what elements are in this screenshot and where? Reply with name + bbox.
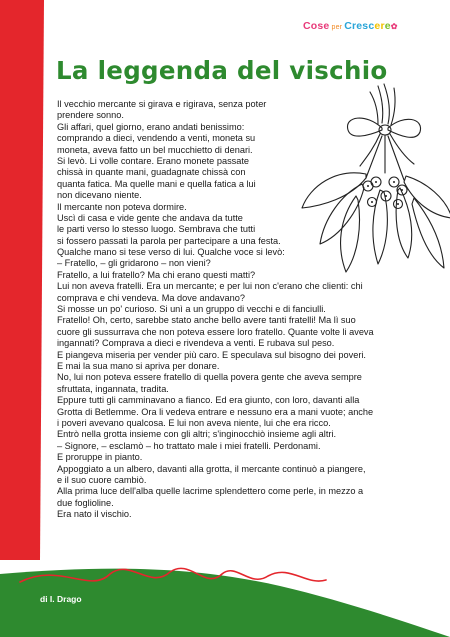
text-line: Era nato il vischio. xyxy=(57,509,132,520)
text-line: moneta, aveva fatto un bel mucchietto di denari. xyxy=(57,144,253,155)
text-line: Il mercante non poteva dormire. xyxy=(57,201,187,212)
text-line: Eppure tutti gli camminavano a fianco. Ed era giunto, con loro, davanti alla xyxy=(57,395,360,406)
text-line: E mai la sua mano si apriva per donare. xyxy=(57,360,220,371)
text-line: Uscì di casa e vide gente che andava da tutte xyxy=(57,212,243,223)
text-line: Fratello, a lui fratello? Ma chi erano questi matti? xyxy=(57,269,256,280)
text-line: prendere sonno. xyxy=(57,110,124,121)
text-line: Fratello! Oh, certo, sarebbe stato anche bello avere tanti fratelli! Ma lì suo xyxy=(57,315,356,326)
text-line: sfruttata, ingannata, tradita. xyxy=(57,383,169,394)
text-line: Lui non aveva fratelli. Era un mercante; e per lui non c'erano che clienti: chi xyxy=(57,281,363,292)
text-line: ingannati? Comprava a dieci e rivendeva a venti. E rubava sul peso. xyxy=(57,338,335,349)
text-line: due foglioline. xyxy=(57,497,114,508)
text-line: Grotta di Betlemme. Ora li vedeva entrare e nessuno era a mani vuote; anche xyxy=(57,406,374,417)
text-line: quanta fatica. Ma quelle mani e quella fatica a lui xyxy=(57,178,256,189)
text-line: Alla prima luce dell'alba quelle lacrime splendettero come perle, in mezzo a xyxy=(57,486,364,497)
text-line: E piangeva miseria per vender più caro. E speculava sul bisogno dei poveri. xyxy=(57,349,366,360)
text-line: Gli affari, quel giorno, erano andati benissimo: xyxy=(57,121,245,132)
text-line: le parti verso lo stesso luogo. Sembrava che tutti xyxy=(57,224,256,235)
text-line: Si levò. Li volle contare. Erano monete passate xyxy=(57,155,250,166)
text-line: cuore gli sussurrava che non poteva essere loro fratello. Quante volte li aveva xyxy=(57,326,374,337)
text-line: Qualche mano si tese verso di lui. Qualche voce si levò: xyxy=(57,247,285,258)
text-line: i poveri avevano qualcosa. E lui non aveva niente, lui che era ricco. xyxy=(57,417,331,428)
text-line: E proruppe in pianto. xyxy=(57,452,143,463)
logo: Cose per Crescere✿ xyxy=(303,20,398,32)
story-text xyxy=(57,99,447,520)
text-line: Entrò nella grotta insieme con gli altri; s'inginocchiò insieme agli altri. xyxy=(57,429,337,440)
text-line: Appoggiato a un albero, davanti alla grotta, il mercante continuò a piangere, xyxy=(57,463,366,474)
text-line: comprava e chi vendeva. Ma dove andavano? xyxy=(57,292,245,303)
text-line: – Fratello, – gli gridarono – non vieni? xyxy=(57,258,211,269)
text-line: non dicevano niente. xyxy=(57,190,142,201)
text-line: e il suo cuore cambiò. xyxy=(57,474,147,485)
text-line: si fossero passati la parola per partecipare a una festa. xyxy=(57,235,281,246)
text-line: – Signore, – esclamò – ho trattato male i miei fratelli. Perdonami. xyxy=(57,440,321,451)
text-line: Si mosse un po' curioso. Si unì a un gruppo di vecchi e di fanciulli. xyxy=(57,304,326,315)
page-title: La leggenda del vischio xyxy=(56,56,388,85)
text-line: No, lui non poteva essere fratello di quella povera gente che aveva sempre xyxy=(57,372,362,383)
text-line: chissà in quante mani, guadagnate chissà con xyxy=(57,167,246,178)
text-line: comprando a dieci, vendendo a venti, moneta su xyxy=(57,133,256,144)
text-line: Il vecchio mercante si girava e rigirava, senza poter xyxy=(57,99,267,109)
author-credit: di I. Drago xyxy=(40,594,82,604)
